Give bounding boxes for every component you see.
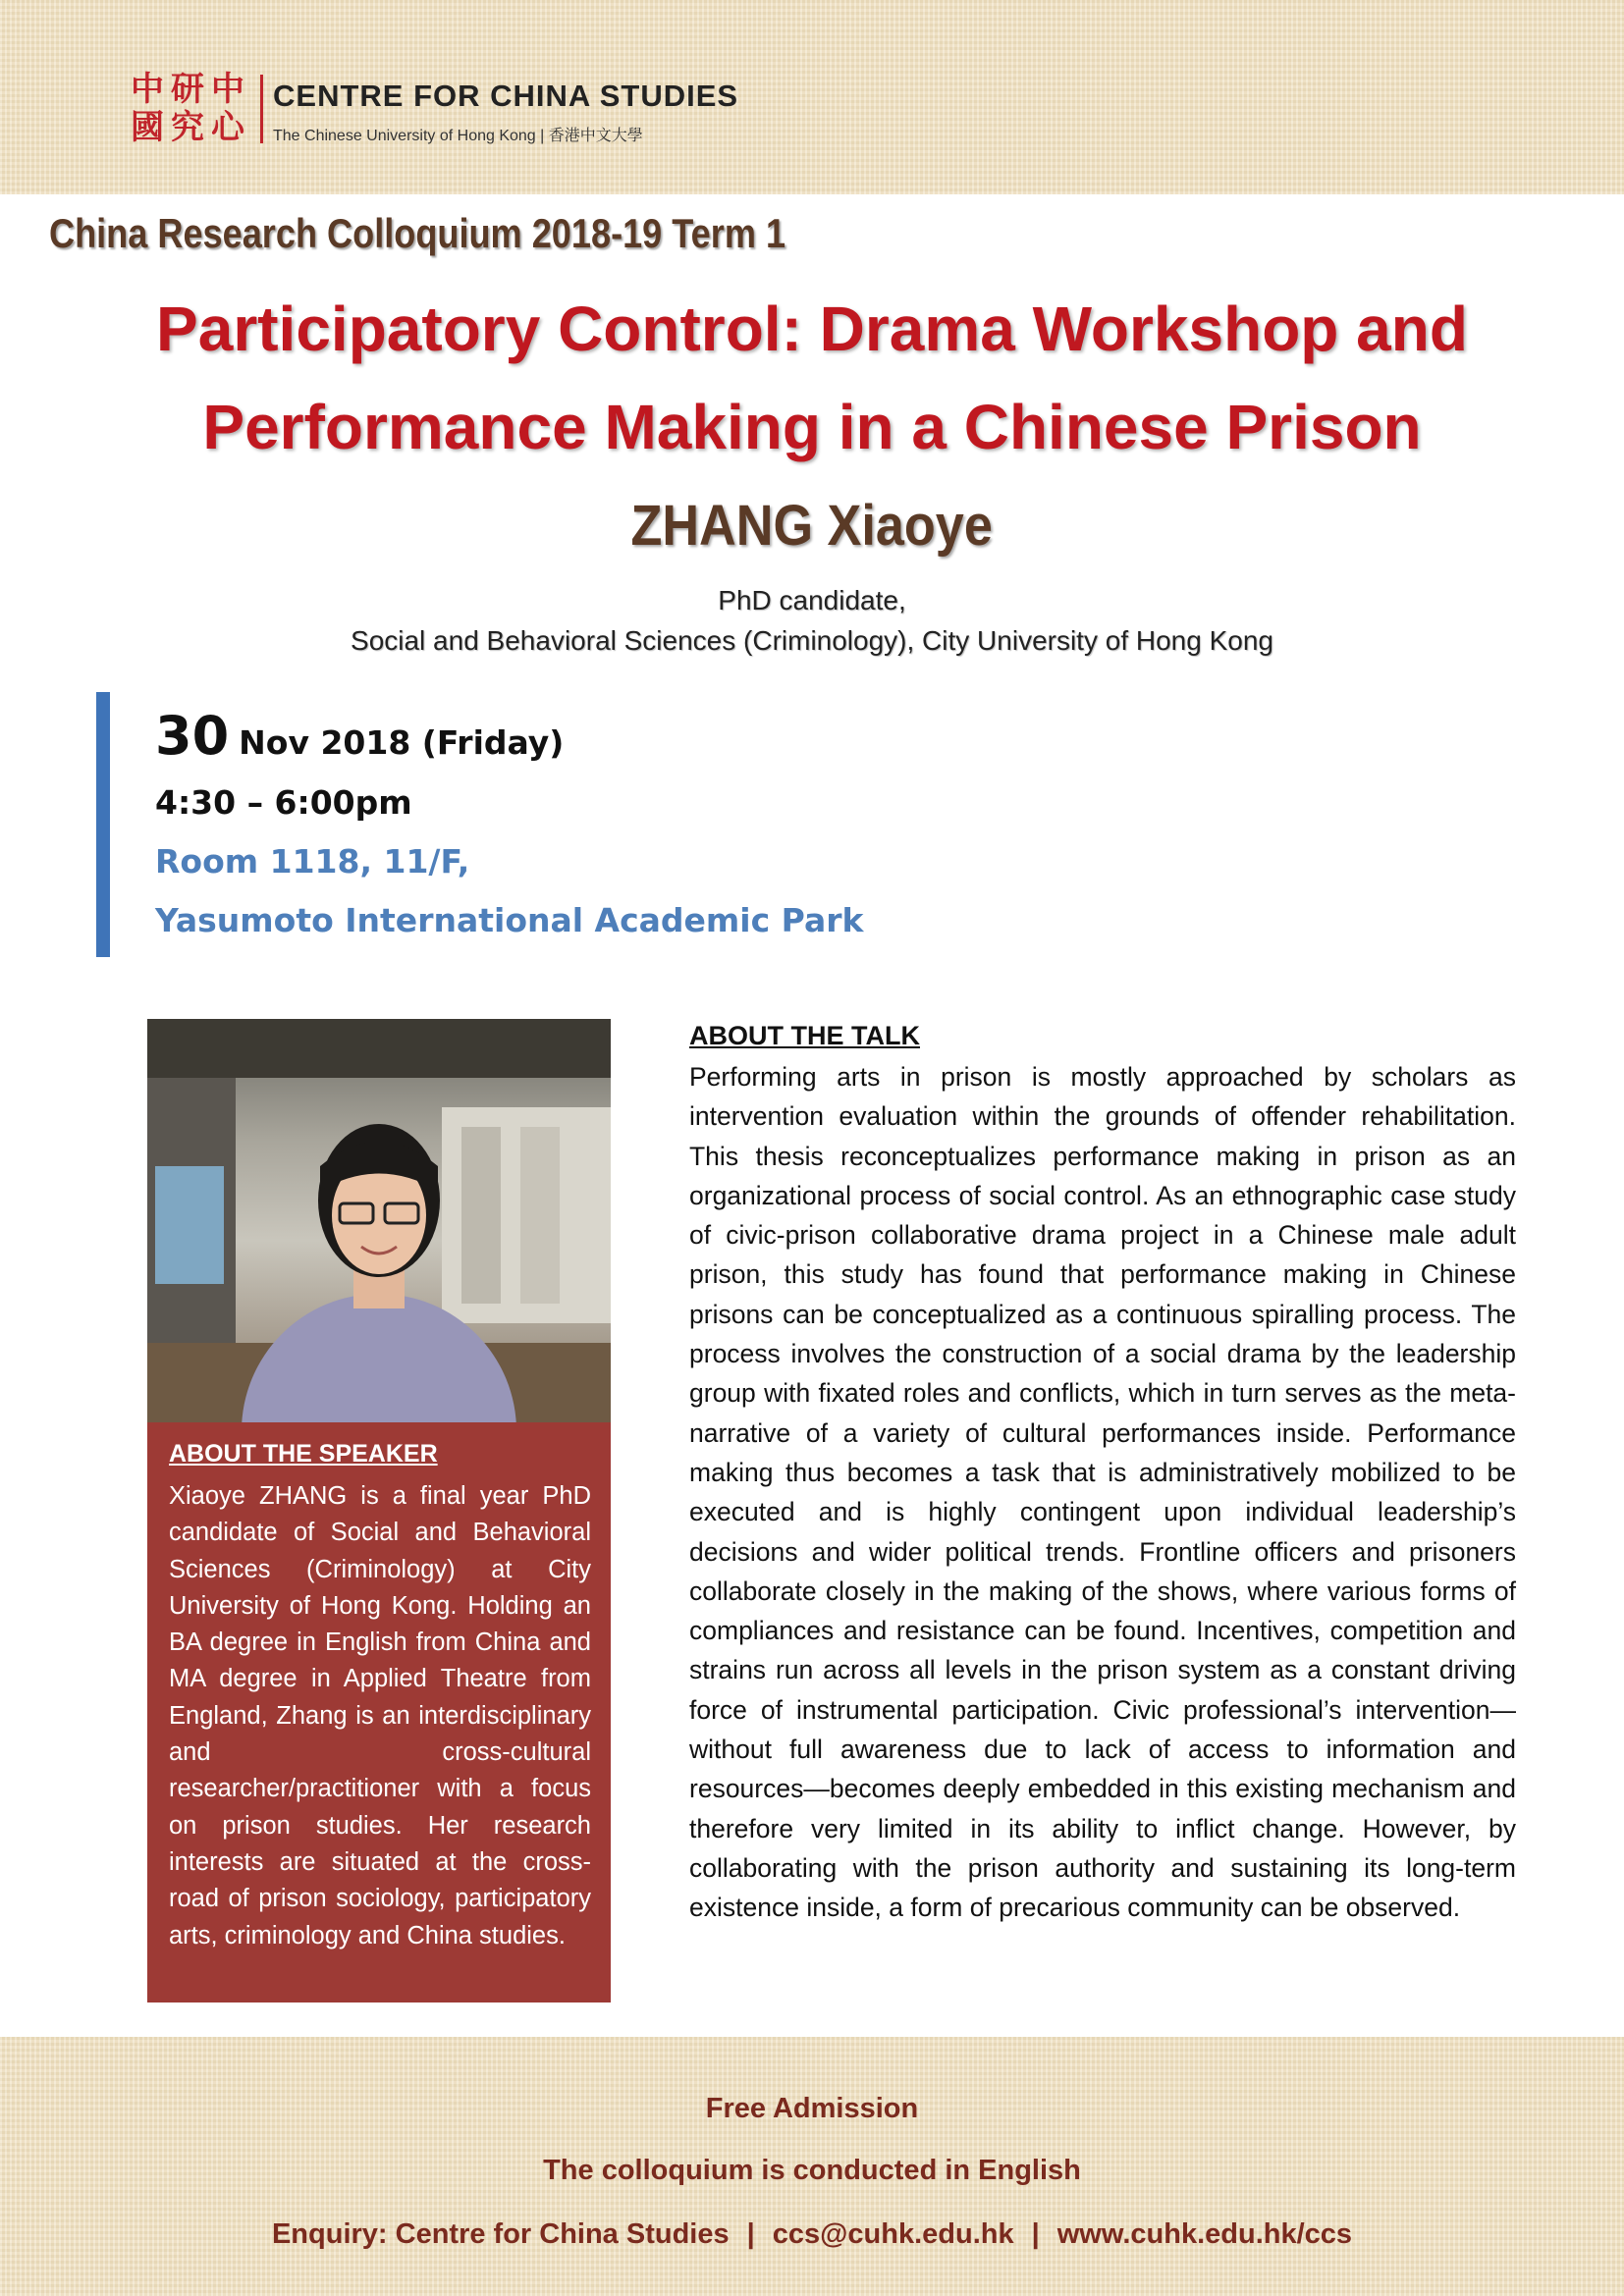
separator: |: [1031, 2218, 1040, 2250]
free-admission: Free Admission: [705, 2093, 919, 2124]
event-date-day: 30: [155, 705, 230, 767]
event-date-rest: Nov 2018 (Friday): [239, 723, 565, 762]
logo-char: 國: [131, 108, 165, 147]
speaker-photo: [147, 1019, 611, 1422]
about-talk-body: Performing arts in prison is mostly approached by scholars as intervention evaluation within the grounds of offender rehabilitation. This thesis reconceptualizes performance making in prison as an organizational process of social control. As an ethnographic case study of civic-prison collaborative drama project in a Chinese male adult prison, this study has found that performance making in Chinese prisons can be conceptualized as a continuous spiralling process. The process involves the construction of a social drama by the leadership group with fixated roles and conflicts, which in turn serves as the meta-narrative of a variety of cultural performances inside. Performance making thus becomes a task that is administratively mobilized to be executed and is highly contingent upon individual leadership’s decisions and wider political trends. Frontline officers and prisoners collaborate closely in the making of the shows, where various forms of compliances and resistance can be found. Incentives, competition and strains run across all levels in the prison system as a constant driving force of instrumental participation. Civic professional’s intervention—without full awareness due to lack of access to information and resources—becomes deeply embedded in this existing mechanism and therefore very limited in its ability to inflict change. However, by collaborating with the prison authority and sustaining its long-term existence inside, a form of precarious community can be observed.: [689, 1062, 1516, 1923]
org-subtitle: The Chinese University of Hong Kong | 香港中文大學: [273, 128, 643, 144]
logo-char: 中: [211, 70, 245, 109]
logo-char: 中: [131, 70, 165, 109]
event-room: Room 1118, 11/F,: [155, 842, 470, 881]
speaker-photo-illustration: [147, 1019, 611, 1422]
enquiry-label: Enquiry: Centre for China Studies: [271, 2218, 730, 2250]
speaker-name-text: ZHANG Xiaoye: [630, 494, 994, 558]
language-note: The colloquium is conducted in English: [543, 2155, 1081, 2186]
speaker-name: [0, 493, 1624, 559]
about-talk-heading: ABOUT THE TALK: [689, 1021, 920, 1050]
event-accent-bar: [96, 692, 110, 957]
logo-char: 究: [171, 108, 205, 147]
event-date: [155, 705, 564, 767]
logo-char: 心: [211, 108, 245, 147]
about-speaker-bio: Xiaoye ZHANG is a final year PhD candidate of Social and Behavioral Sciences (Criminology) at City University of Hong Kong. Holding an BA degree in English from China and MA degree in Applied Theatre from England, Zhang is an interdisciplinary and cross-cultural researcher/practitioner with a focus on prison studies. Her research interests are situated at the cross-road of prison sociology, participatory arts, criminology and China studies.: [169, 1482, 591, 1949]
talk-title-line2: Performance Making in a Chinese Prison: [202, 392, 1422, 462]
enquiry-email: ccs@cuhk.edu.hk: [772, 2218, 1014, 2250]
ccs-logo: [128, 71, 253, 147]
event-venue: Yasumoto International Academic Park: [155, 901, 864, 939]
event-time: 4:30 – 6:00pm: [155, 783, 412, 822]
series-title: China Research Colloquium 2018-19 Term 1: [49, 210, 786, 256]
enquiry-website: www.cuhk.edu.hk/ccs: [1056, 2218, 1353, 2250]
about-talk-section: [689, 1021, 1516, 1928]
logo-divider: [260, 75, 263, 143]
about-speaker-heading: ABOUT THE SPEAKER: [169, 1440, 438, 1468]
enquiry-line: [0, 2218, 1624, 2251]
logo-char: 研: [171, 70, 205, 109]
speaker-affiliation-line1: PhD candidate,: [718, 585, 906, 615]
separator: |: [746, 2218, 755, 2250]
about-speaker-box: [147, 1422, 611, 2002]
speaker-affiliation-line2: Social and Behavioral Sciences (Criminology), City University of Hong Kong: [351, 625, 1273, 656]
org-name: CENTRE FOR CHINA STUDIES: [273, 79, 739, 113]
talk-title-line1: Participatory Control: Drama Workshop and: [156, 294, 1468, 364]
